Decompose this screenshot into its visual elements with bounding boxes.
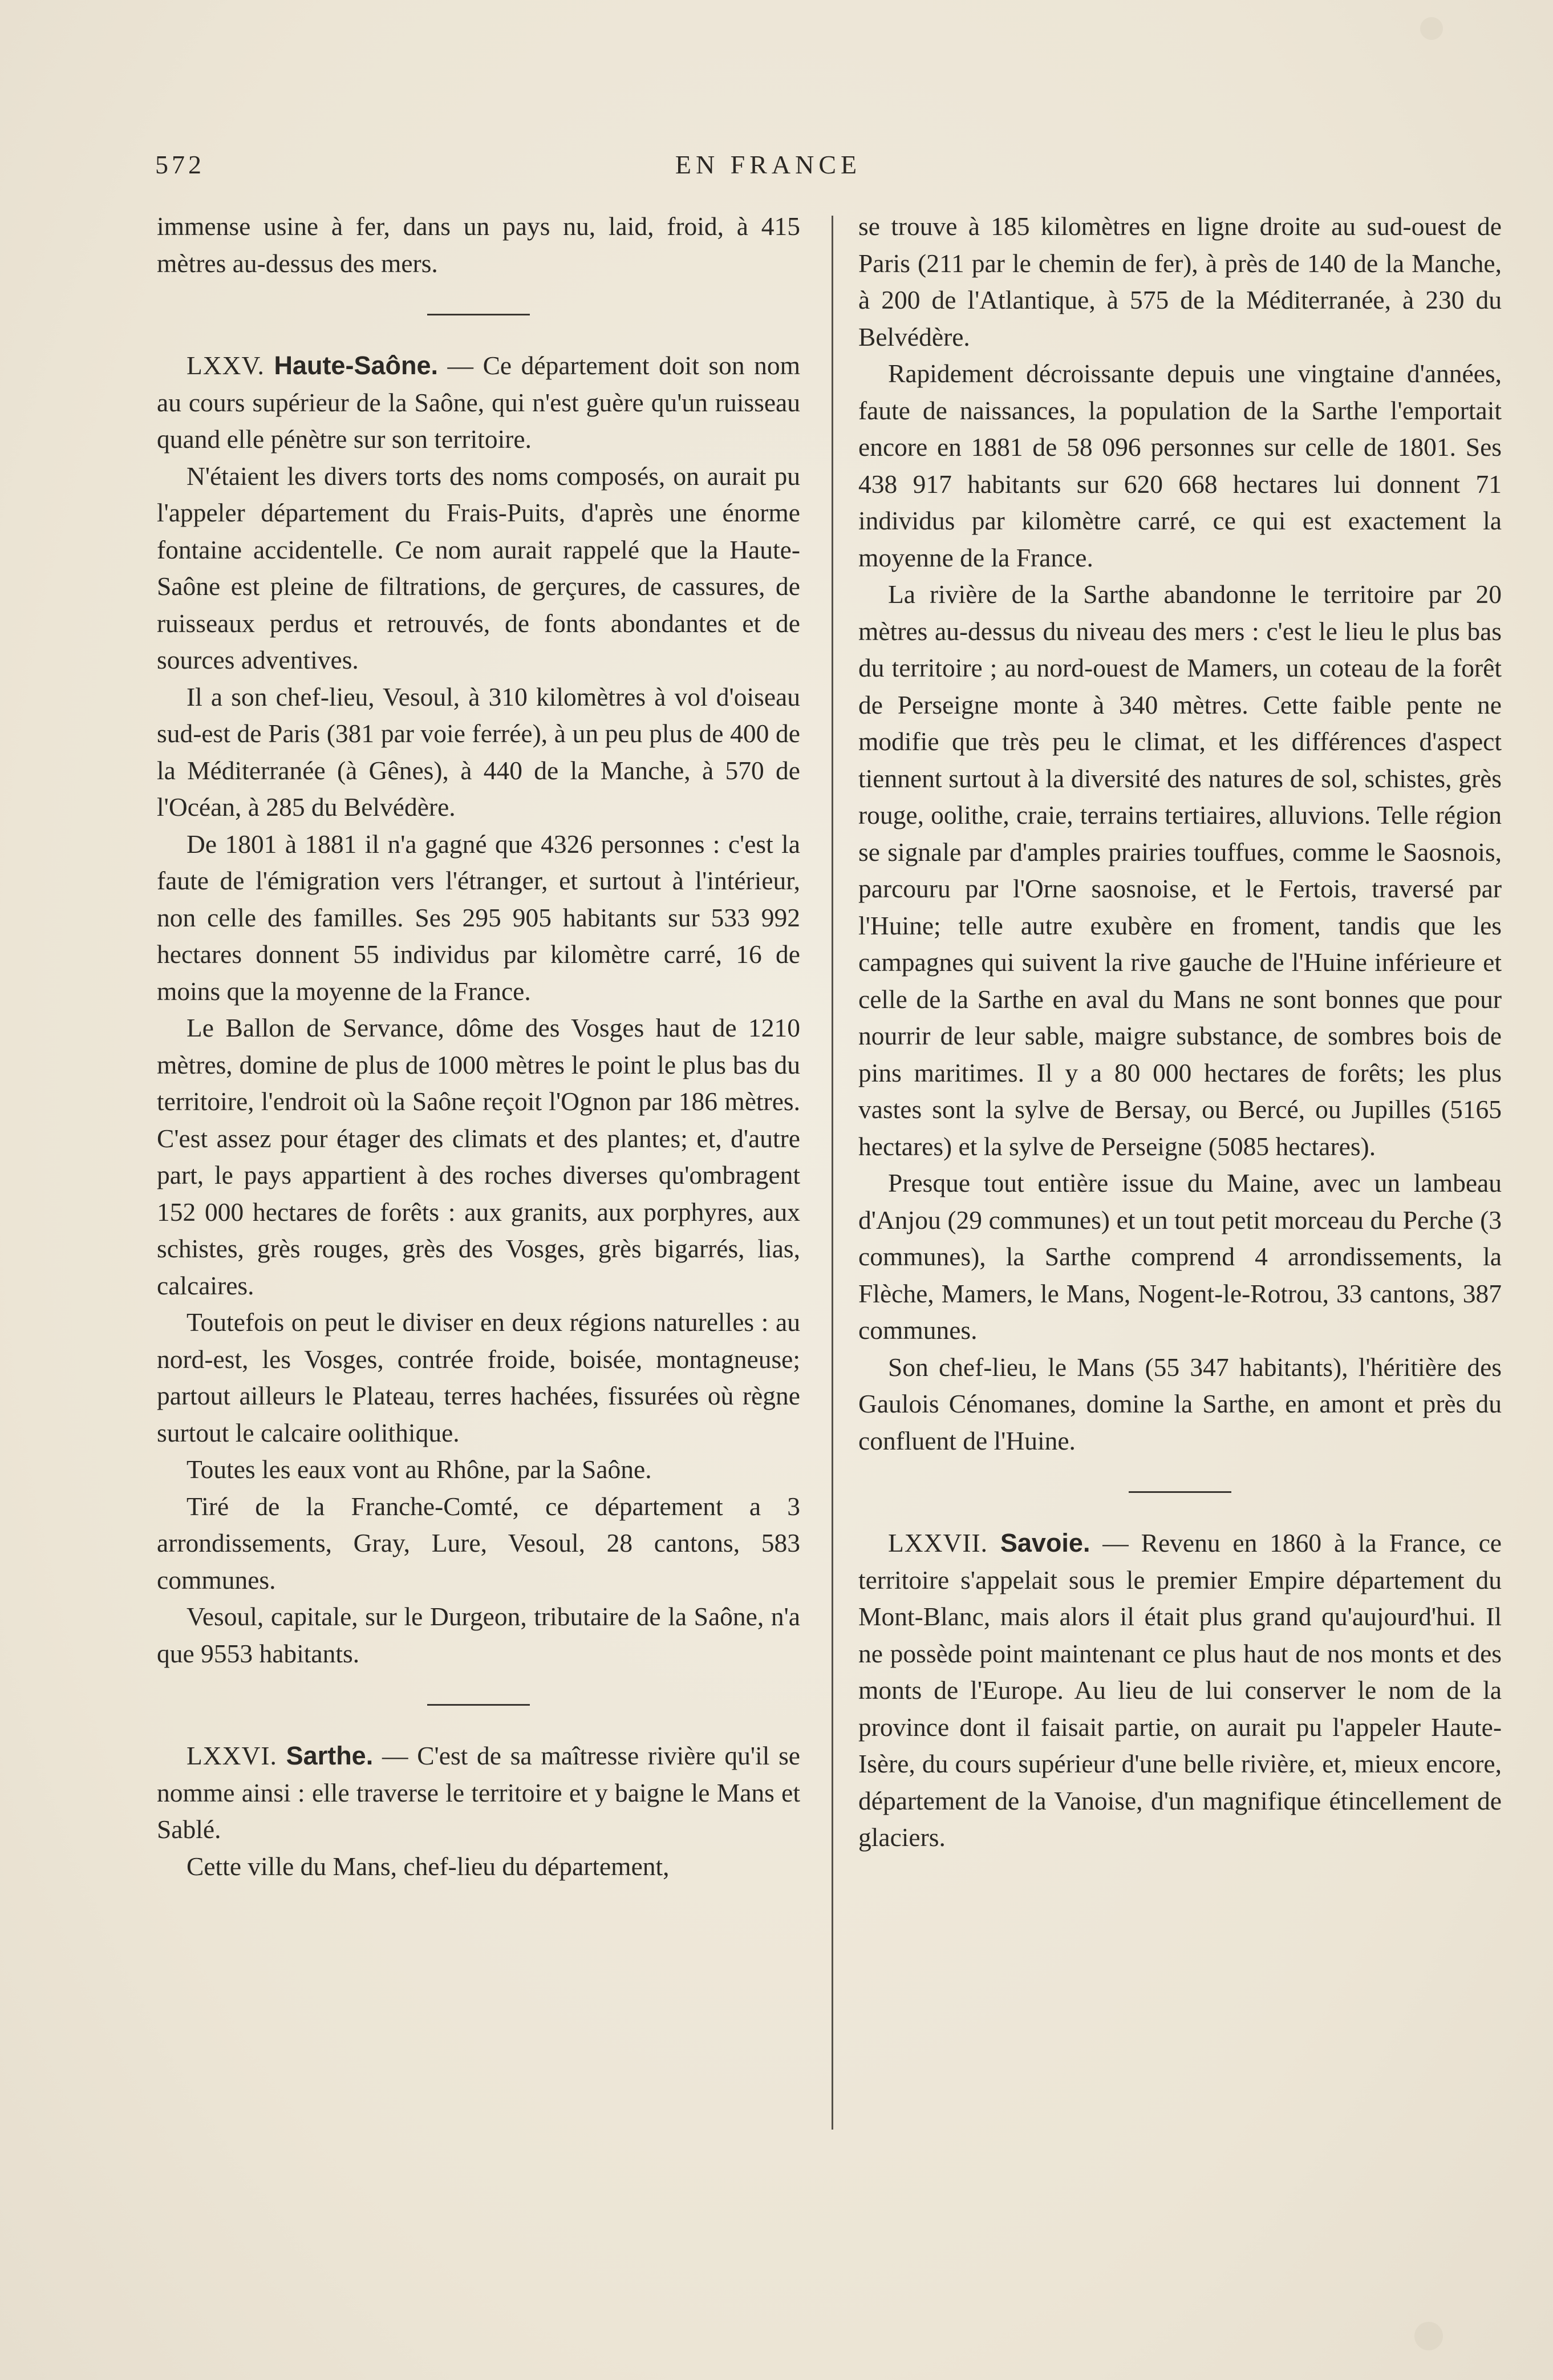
paragraph-intro: immense usine à fer, dans un pays nu, laid, froid, à 415 mètres au-dessus des mers.	[157, 212, 800, 278]
paragraph: Vesoul, capitale, sur le Durgeon, tributaire de la Saône, n'a que 9553 habitants.	[157, 1602, 800, 1668]
paragraph-continued: se trouve à 185 kilomètres en ligne droite au sud-ouest de Paris (211 par le chemin de fer), à près de 140 de la Manche, à 200 de l'Atlantique, à 575 de la Méditerranée, à 230 du Belvédère.	[858, 212, 1502, 351]
paragraph: La rivière de la Sarthe abandonne le territoire par 20 mètres au-dessus du niveau des mers : c'est le lieu le plus bas du territoire ; au nord-ouest de Mamers, un coteau de la forêt de Perseigne monte à 340 mètres. Cette faible pente ne modifie que très peu le climat, et les différences d'aspect tiennent surtout à la diversité des natures de sol, schistes, grès rouge, oolithe, craie, terrains tertiaires, alluvions. Telle région se signale par d'amples prairies touffues, comme le Saosnois, parcouru par l'Orne saosnoise, et le Fertois, traversé par l'Huine; telle autre exubère en froment, tandis que les campagnes qui suivent la rive gauche de l'Huine inférieure et celle de la Sarthe en aval du Mans ne sont bonnes que pour nourrir de leur sable, maigre substance, de sombres bois de pins maritimes. Il y a 80 000 hectares de forêts; les plus vastes sont la sylve de Bersay, ou Bercé, ou Jupilles (5165 hectares) et la sylve de Perseigne (5085 hectares).	[858, 580, 1502, 1161]
section-rule	[427, 1704, 530, 1706]
section-lead: — C'est de sa maîtresse rivière qu'il se nomme ainsi : elle traverse le territoire et y baigne le Mans et Sablé.	[157, 1741, 801, 1844]
paragraph: Toutes les eaux vont au Rhône, par la Saône.	[186, 1455, 652, 1484]
paragraph: Le Ballon de Servance, dôme des Vosges haut de 1210 mètres, domine de plus de 1000 mètres le point le plus bas du territoire, l'endroit où la Saône reçoit l'Ognon par 186 mètres. C'est assez pour étager des climats et des plantes; et, d'autre part, le pays appartient à des roches diverses qu'ombragent 152 000 hectares de forêts : aux granits, aux porphyres, aux schistes, grès rouges, grès des Vosges, grès bigarrés, lias, calcaires.	[157, 1013, 800, 1300]
left-column	[157, 208, 800, 1885]
section-title: Haute-Saône.	[274, 351, 438, 380]
section-number: LXXVI.	[186, 1741, 277, 1770]
section-title: Sarthe.	[286, 1741, 374, 1770]
paragraph: Il a son chef-lieu, Vesoul, à 310 kilomètres à vol d'oiseau sud-est de Paris (381 par voie ferrée), à un peu plus de 400 de la Méditerranée (à Gênes), à 440 de la Manche, à 570 de l'Océan, à 285 du Belvédère.	[157, 682, 800, 821]
section-number: LXXVII.	[888, 1528, 988, 1557]
page-number: 572	[155, 150, 205, 179]
section-lead: — Revenu en 1860 à la France, ce territoire s'appelait sous le premier Empire département du Mont-Blanc, mais alors il était plus grand qu'aujourd'hui. Il ne possède point maintenant ce plus haut de nos monts et des monts de l'Europe. Au lieu de lui conserver le nom de la province dont il faisait partie, on aurait pu l'appeler Haute-Isère, du cours supérieur d'une belle rivière, et, mieux encore, département de la Vanoise, d'un magnifique étincellement de glaciers.	[858, 1528, 1502, 1852]
paragraph: De 1801 à 1881 il n'a gagné que 4326 personnes : c'est la faute de l'émigration vers l'étranger, et surtout à l'intérieur, non celle des familles. Ses 295 905 habitants sur 533 992 hectares donnent 55 individus par kilomètre carré, 16 de moins que la moyenne de la France.	[157, 829, 800, 1006]
paragraph: Rapidement décroissante depuis une vingtaine d'années, faute de naissances, la population de la Sarthe l'emportait encore en 1881 de 58 096 personnes sur celle de 1801. Ses 438 917 habitants sur 620 668 hectares lui donnent 71 individus par kilomètre carré, ce qui est exactement la moyenne de la France.	[858, 359, 1502, 572]
section-rule	[1129, 1491, 1231, 1493]
section-number: LXXV.	[186, 351, 265, 380]
paper-stain	[1414, 2322, 1443, 2350]
section-savoie	[858, 1525, 1502, 1856]
paper-stain	[1420, 17, 1443, 40]
paragraph: Tiré de la Franche-Comté, ce département a 3 arrondissements, Gray, Lure, Vesoul, 28 cantons, 583 communes.	[157, 1491, 800, 1594]
section-lead: — Ce département doit son nom au cours supérieur de la Saône, qui n'est guère qu'un ruisseau quand elle pénètre sur son territoire.	[157, 351, 801, 454]
section-rule	[427, 314, 530, 315]
column-divider	[832, 216, 833, 2130]
section-haute-saone	[157, 347, 800, 458]
paragraph: Presque tout entière issue du Maine, avec un lambeau d'Anjou (29 communes) et un tout petit morceau du Perche (3 communes), la Sarthe comprend 4 arrondissements, la Flèche, Mamers, le Mans, Nogent-le-Rotrou, 33 cantons, 387 communes.	[858, 1168, 1502, 1345]
running-head	[155, 149, 1381, 184]
right-column	[858, 208, 1502, 1856]
running-title: EN FRANCE	[675, 150, 862, 179]
section-sarthe	[157, 1738, 800, 1848]
paragraph: Toutefois on peut le diviser en deux régions naturelles : au nord-est, les Vosges, contrée froide, boisée, montagneuse; partout ailleurs le Plateau, terres hachées, fissurées où règne surtout le calcaire oolithique.	[157, 1308, 800, 1447]
section-title: Savoie.	[1000, 1528, 1090, 1557]
paragraph: Cette ville du Mans, chef-lieu du département,	[186, 1851, 670, 1881]
paragraph: Son chef-lieu, le Mans (55 347 habitants), l'héritière des Gaulois Cénomanes, domine la Sarthe, en amont et près du confluent de l'Huine.	[858, 1352, 1502, 1455]
paragraph: N'étaient les divers torts des noms composés, on aurait pu l'appeler département du Frais-Puits, d'après une énorme fontaine accidentelle. Ce nom aurait rappelé que la Haute-Saône est pleine de filtrations, de gerçures, de cassures, de ruisseaux perdus et retrouvés, de fonts abondantes et de sources adventives.	[157, 461, 800, 674]
